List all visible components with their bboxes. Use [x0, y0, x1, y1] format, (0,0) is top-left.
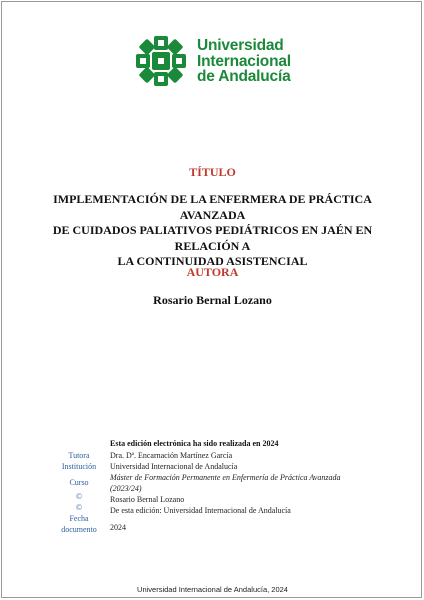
edition-heading: Esta edición electrónica ha sido realizada en 2024	[110, 439, 279, 448]
value-fecha: 2024	[110, 523, 126, 532]
value-tutora: Dra. Dª. Encarnación Martínez García	[110, 451, 233, 460]
uia-star-logo-icon	[135, 35, 187, 87]
metadata-labels	[56, 450, 102, 535]
label-copyright-1: ©	[75, 492, 83, 501]
title-label: TÍTULO	[189, 165, 236, 179]
title-line-3: LA CONTINUIDAD ASISTENCIAL	[117, 254, 308, 268]
label-tutora: Tutora	[68, 451, 90, 460]
value-copyright-author: Rosario Bernal Lozano	[110, 495, 185, 504]
university-name	[197, 38, 291, 85]
value-copyright-edition: De esta edición: Universidad Internacional de Andalucía	[110, 506, 291, 515]
label-curso: Curso	[69, 478, 89, 487]
author-label: AUTORA	[186, 265, 239, 279]
value-curso-line-1: Máster de Formación Permanente en Enfermería de Práctica Avanzada	[110, 473, 341, 482]
label-documento: documento	[61, 525, 97, 534]
label-institucion: Institución	[61, 462, 97, 471]
author-name: Rosario Bernal Lozano	[153, 293, 272, 307]
document-page	[1, 1, 422, 598]
value-institucion: Universidad Internacional de Andalucía	[110, 462, 238, 471]
logo-line-1: Universidad	[197, 37, 284, 54]
value-curso-line-2: (2023/24)	[110, 484, 142, 493]
label-fecha: Fecha	[69, 514, 89, 523]
logo-line-3: de Andalucía	[197, 68, 291, 85]
title-line-2: DE CUIDADOS PALIATIVOS PEDIÁTRICOS EN JAÉN EN RELACIÓN A	[52, 223, 373, 253]
title-line-1: IMPLEMENTACIÓN DE LA ENFERMERA DE PRÁCTICA AVANZADA	[53, 192, 372, 222]
document-title	[22, 192, 403, 270]
label-copyright-2: ©	[75, 503, 83, 512]
page-footer: Universidad Internacional de Andalucía, 2024	[137, 585, 288, 594]
university-logo	[135, 35, 305, 87]
logo-line-2: Internacional	[197, 52, 291, 70]
metadata-values	[110, 450, 410, 533]
